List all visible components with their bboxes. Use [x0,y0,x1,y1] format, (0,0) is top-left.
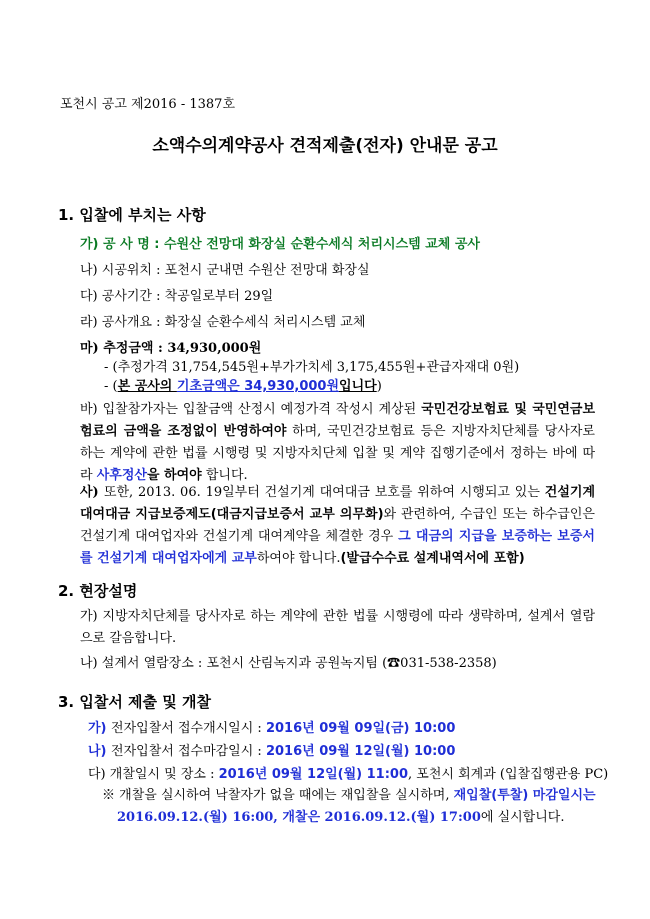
bid-end-line [88,740,455,759]
bid-start-text: 전자입찰서 접수개시일시 : [111,721,266,736]
guarantee-text-6: 하여야 합니다. [256,551,341,566]
base-amount-prefix: - ( [104,379,118,394]
bid-opening-text: 다) 개찰일시 및 장소 : [88,767,219,782]
guarantee-text-4: 와 관련하여, 수급인 또는 하수급인은 건설기계 대여업자와 건설기계 대여계약을 체결한 경우 [80,507,595,544]
guarantee-obligation: 그 대금의 지급을 보증하는 보증서를 건설기계 대여업자에게 교부 [80,529,595,566]
notice-number: 포천시 공고 제2016 - 1387호 [60,97,235,112]
construction-location: 나) 시공위치 : 포천시 군내면 수원산 전망대 화장실 [80,263,370,278]
bid-opening-line [88,763,608,782]
bid-start-label: 가) [88,721,112,736]
estimated-amount-detail: - (추정가격 31,754,545원+부가가치세 3,175,455원+관급자재대 0원) [104,360,520,375]
section-2-heading: 2. 현장설명 [58,582,138,600]
guarantee-label: 사) [80,485,104,500]
insurance-paragraph [80,399,595,487]
insurance-text-6: 합니다. [201,468,248,483]
insurance-text-1: 바) 입찰참가자는 입찰금액 산정시 예정가격 작성시 계상된 [80,402,422,417]
insurance-settlement: 사후정산 [96,468,147,483]
rebid-note-line2 [117,806,565,825]
bid-start-datetime: 2016년 09월 09일(금) 10:00 [265,721,456,736]
rebid-deadline-label: 재입찰(투찰) 마감일시는 [453,788,596,803]
guarantee-text-2: 또한, 2013. 06. 19일부터 건설기계 대여대금 보호를 위하여 시행되고 있는 [103,485,545,500]
insurance-text-5: 을 하여야 [146,468,202,483]
base-amount-end: 입니다 [339,379,377,394]
bid-opening-place: , 포천시 회계과 (입찰집행관용 PC) [408,767,609,782]
base-amount-bold: 본 공사의 [117,379,177,394]
section-1-heading: 1. 입찰에 부치는 사항 [58,206,206,224]
base-amount-line [104,375,382,394]
payment-guarantee-paragraph [80,482,595,570]
page-title: 소액수의계약공사 견적제출(전자) 안내문 공고 [152,136,498,156]
guarantee-system: 건설기계 대여대금 지급보증제도(대금지급보증서 교부 의무화) [80,485,595,522]
estimated-amount: 마) 추정금액 : 34,930,000원 [80,341,262,356]
bid-end-datetime: 2016년 09월 12일(월) 10:00 [265,744,456,759]
rebid-note-end: 에 실시합니다. [480,810,565,825]
project-name: 가) 공 사 명 : 수원산 전망대 화장실 순환수세식 처리시스템 교체 공사 [80,237,480,252]
rebid-note-line1 [102,784,596,803]
rebid-dates: 2016.09.12.(월) 16:00, 개찰은 2016.09.12.(월) 17:00 [117,810,481,825]
design-viewing-location: 나) 설계서 열람장소 : 포천시 산림녹지과 공원녹지팀 (☎031-538-2358) [80,656,497,671]
insurance-text-3: 하며, 국민건강보험료 등은 지방자치단체를 당사자로 하는 계약에 관한 법률 시행령 및 지방자치단체 입찰 및 계약 집행기준에서 정하는 바에 따라 [80,424,595,483]
bid-opening-datetime: 2016년 09월 12일(월) 11:00 [218,767,409,782]
base-amount-blue: 기초금액은 34,930,000원 [176,379,340,394]
rebid-note-prefix: ※ 개찰을 실시하여 낙찰자가 없을 때에는 재입찰을 실시하며, [102,788,454,803]
bid-end-label: 나) [88,744,112,759]
construction-period: 다) 공사기간 : 착공일로부터 29일 [80,289,274,304]
guarantee-fee-note: (발급수수료 설계내역서에 포함) [340,551,525,566]
base-amount-close: ) [376,379,382,394]
bid-start-line [88,717,455,736]
section-3-heading: 3. 입찰서 제출 및 개찰 [58,693,211,711]
bid-end-text: 전자입찰서 접수마감일시 : [111,744,266,759]
site-explanation-text: 가) 지방자치단체를 당사자로 하는 계약에 관한 법률 시행령에 따라 생략하며, 설계서 열람으로 갈음합니다. [80,609,595,646]
project-overview: 라) 공사개요 : 화장실 순환수세식 처리시스템 교체 [80,315,366,330]
insurance-text-bold: 국민건강보험료 및 국민연금보험료의 금액을 조정없이 반영하여야 [80,402,596,439]
